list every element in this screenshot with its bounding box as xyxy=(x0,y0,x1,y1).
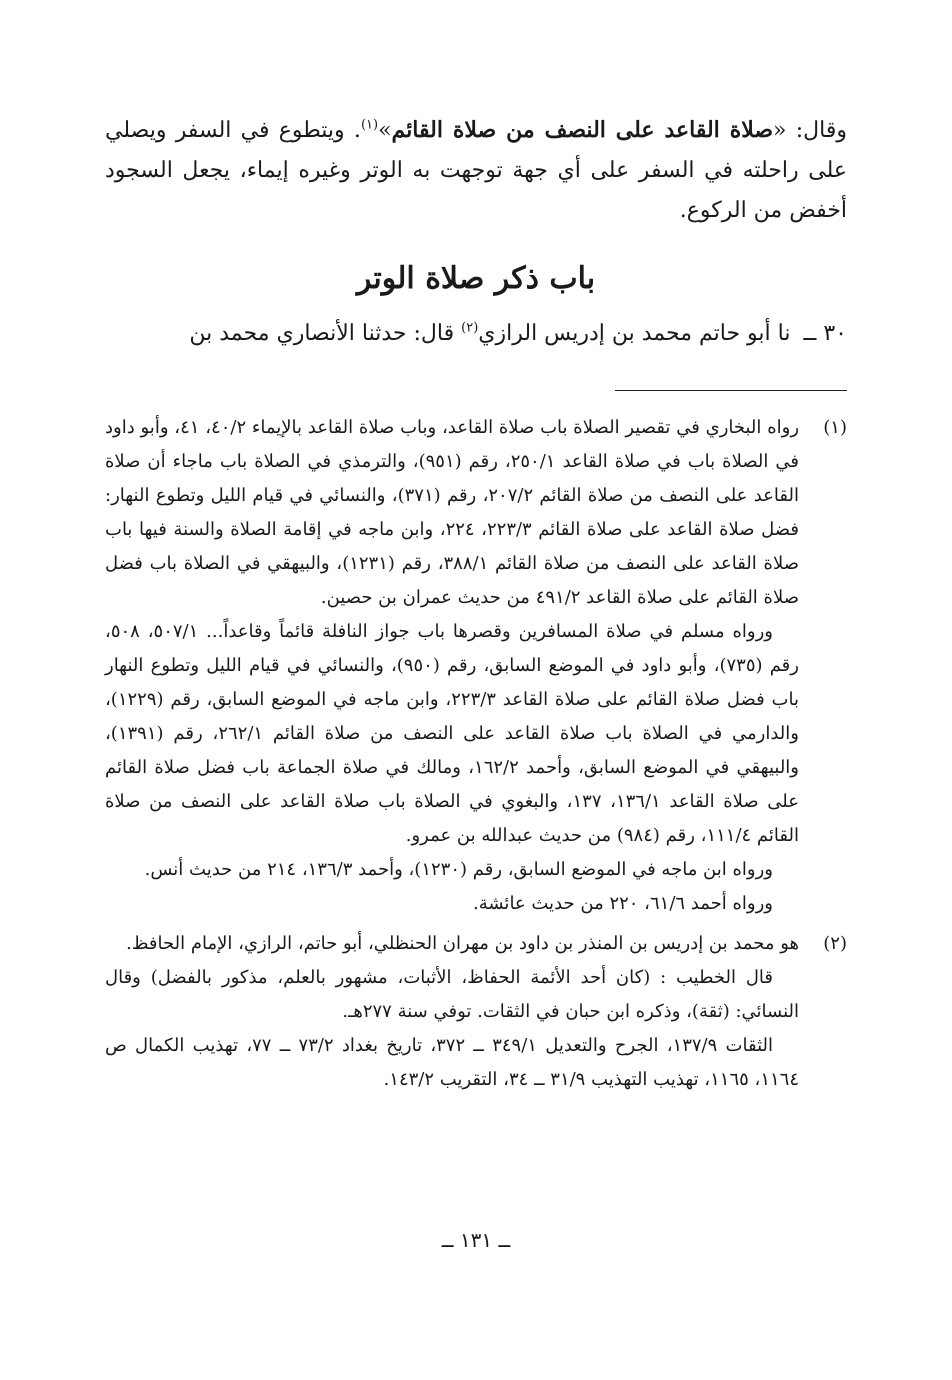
footnote-ref-2[interactable]: (٢) xyxy=(461,320,479,336)
footnote-paragraph: ورواه ابن ماجه في الموضع السابق، رقم (١٢٣٠)، وأحمد ١٣٦/٣، ٢١٤ من حديث أنس. xyxy=(144,859,773,880)
page-number: ــ ١٣١ ــ xyxy=(441,1228,511,1252)
intro-paragraph xyxy=(105,110,847,231)
footnote-paragraph: ورواه مسلم في صلاة المسافرين وقصرها باب جواز النافلة قائماً وقاعداً... ٥٠٧/١، ٥٠٨، رقم (٧٣٥)، وأبو داود في الموضع السابق، رقم (٩٥٠)، والنسائي في قيام الليل وتطوع النهار باب فضل صلاة القائم على صلاة القاعد ٢٢٣/٣، وابن ماجه في الموضع السابق، رقم (١٢٢٩)، والدارمي في الصلاة باب صلاة القاعد على النصف من صلاة القائم ٢٦٢/١، رقم (١٣٩١)، والبيهقي في الموضع السابق، وأحمد ١٦٢/٢، ومالك في صلاة الجماعة باب فضل صلاة القائم على صلاة القاعد ١٣٦/١، ١٣٧، والبغوي في الصلاة باب صلاة القاعد على النصف من صلاة القائم ١١١/٤، رقم (٩٨٤) من حديث عبدالله بن عمرو. xyxy=(105,621,800,846)
footnote-number: (١) xyxy=(823,417,847,438)
footnote-1 xyxy=(105,411,847,921)
footnote-paragraph: قال الخطيب : (كان أحد الأئمة الحفاظ، الأثبات، مشهور بالعلم، مذكور بالفضل) وقال النسائي: (ثقة)، وذكره ابن حبان في الثقات. توفي سنة ٢٧٧هـ. xyxy=(105,967,799,1022)
footnote-paragraph: رواه البخاري في تقصير الصلاة باب صلاة القاعد، وباب صلاة القاعد بالإيماء ٤٠/٢، ٤١، وأبو داود في الصلاة باب في صلاة القاعد ٢٥٠/١، رقم (٩٥١)، والترمذي في الصلاة باب ماجاء أن صلاة القاعد على النصف من صلاة القائم ٢٠٧/٢، رقم (٣٧١)، والنسائي في قيام الليل وتطوع النهار: فضل صلاة القاعد على صلاة القائم ٢٢٣/٣، ٢٢٤، وابن ماجه في إقامة الصلاة والسنة فيها باب صلاة القاعد على النصف من صلاة القائم ٣٨٨/١، رقم (١٢٣١)، والبيهقي في الصلاة باب فضل صلاة القائم على صلاة القاعد ٤٩١/٢ من حديث عمران بن حصين. xyxy=(105,417,800,608)
footnote-separator xyxy=(615,390,847,391)
footnote-paragraph: هو محمد بن إدريس بن المنذر بن داود بن مهران الحنظلي، أبو حاتم، الرازي، الإمام الحافظ. xyxy=(126,933,799,954)
footnote-paragraph: الثقات ١٣٧/٩، الجرح والتعديل ٣٤٩/١ ــ ٣٧٢، تاريخ بغداد ٧٣/٢ ــ ٧٧، تهذيب الكمال ص ١١٦٤، ١١٦٥، تهذيب التهذيب ٣١/٩ ــ ٣٤، التقريب ١٤٣/٢. xyxy=(105,1035,799,1090)
hadith-text-after: قال: حدثنا الأنصاري محمد بن xyxy=(189,321,455,346)
footnote-number: (٢) xyxy=(823,933,847,954)
intro-lead: وقال: « xyxy=(773,118,847,143)
hadith-text-before: نا أبو حاتم محمد بن إدريس الرازي xyxy=(478,321,791,346)
footnote-body xyxy=(105,927,799,1097)
footnote-body xyxy=(105,411,799,921)
intro-close: » xyxy=(378,118,392,143)
chapter-heading: باب ذكر صلاة الوتر xyxy=(356,261,596,296)
book-page xyxy=(105,110,847,1290)
intro-rest: . ويتطوع في السفر ويصلي على راحلته في السفر على أي جهة توجهت به الوتر وغيره إيماء، يجعل السجود أخفض من الركوع. xyxy=(105,118,847,223)
footnote-paragraph: ورواه أحمد ٦١/٦، ٢٢٠ من حديث عائشة. xyxy=(473,893,773,914)
footnote-2 xyxy=(105,927,847,1097)
hadith-line xyxy=(105,314,847,354)
hadith-number: ٣٠ ــ xyxy=(803,321,847,346)
footnote-ref-1[interactable]: (١) xyxy=(360,117,379,133)
intro-bold-quote: صلاة القاعد على النصف من صلاة القائم xyxy=(391,117,774,143)
